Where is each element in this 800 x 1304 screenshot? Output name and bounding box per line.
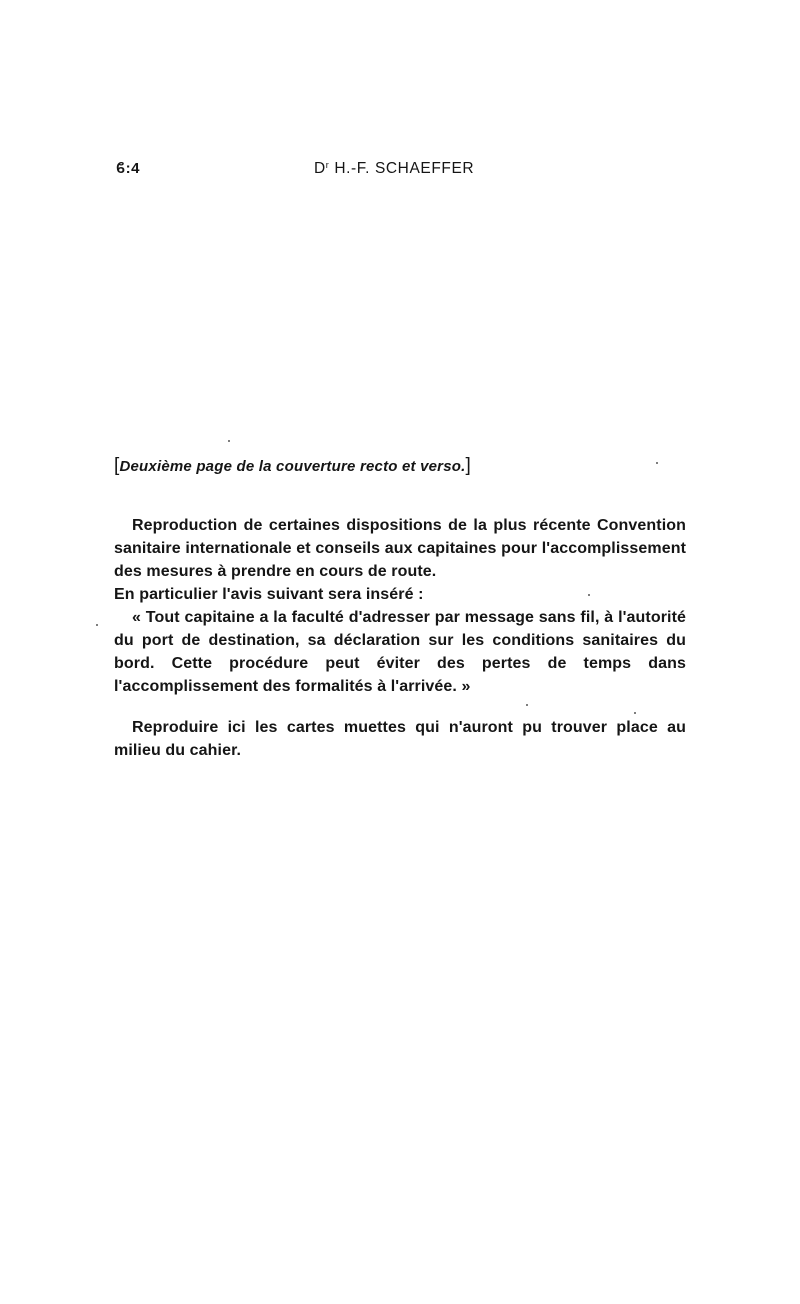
paragraph-convention: Reproduction de certaines dispositions de la plus récente Convention sanitaire internationale et conseils aux capitaines pour l'accomplissement des mesures à prendre en cours de route. [114, 517, 686, 580]
closing-text [114, 716, 686, 762]
main-text [114, 514, 686, 698]
close-bracket: ] [465, 455, 471, 476]
print-speck [526, 704, 528, 706]
page-number: ϐ:4 [116, 160, 140, 177]
author-title-superscript: r [325, 160, 330, 170]
author-title: D [314, 160, 326, 177]
open-bracket: [ [114, 455, 120, 476]
print-speck [228, 440, 230, 442]
section-note-text: Deuxième page de la couverture recto et verso. [119, 458, 466, 475]
print-speck [588, 594, 590, 596]
paragraph-closing: Reproduire ici les cartes muettes qui n'auront pu trouver place au milieu du cahier. [114, 719, 686, 759]
author-surname: H.-F. SCHAEFFER [334, 160, 475, 177]
running-header [0, 160, 800, 182]
print-speck [96, 624, 98, 626]
print-speck [634, 712, 636, 714]
paragraph-notice-quote: « Tout capitaine a la faculté d'adresser par message sans fil, à l'autorité du port de destination, sa déclaration sur les conditions sanitaires du bord. Cette procédure peut éviter des pertes de temps dans l'accomplissement des formalités à l'arrivée. » [114, 609, 686, 695]
section-note [114, 455, 471, 477]
author-name [314, 160, 474, 178]
print-speck [656, 462, 658, 464]
paragraph-notice-intro: En particulier l'avis suivant sera inséré : [114, 586, 424, 603]
